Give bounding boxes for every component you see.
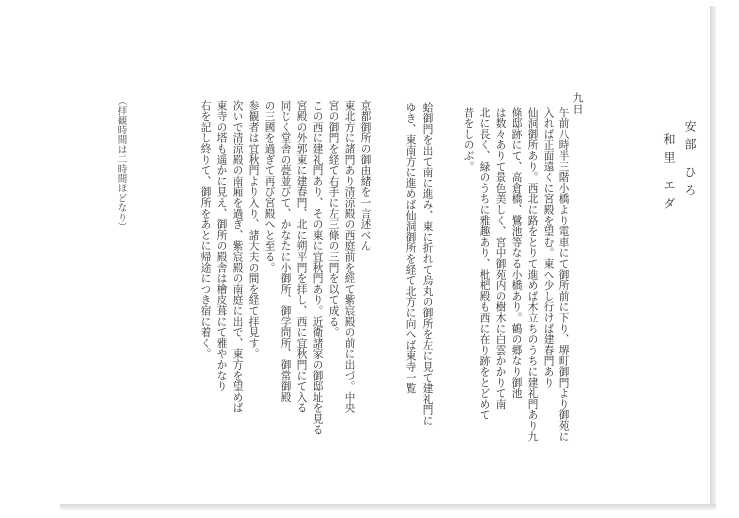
text-column: ゆき、東南方に進めば仙洞御所を経て北方に向へば東寺一覧 — [404, 102, 417, 394]
date-heading: 九日 — [571, 92, 584, 115]
footnote: （拝観時間は二時間ほどなり） — [115, 96, 127, 232]
text-column: この西に建礼門あり、その東に宜秋門あり。近衛諸家の御邸址を見る — [311, 100, 324, 435]
text-column: 宮の御門を経て右手に左三條の三門を以て成る。 — [327, 100, 340, 338]
author-name: 和里 エダ — [662, 133, 676, 215]
text-column: の三國を過ぎて再び宮殿へと至る。 — [263, 100, 276, 273]
text-column: 右を記し終りて、御所をあとに帰途につき宿に着く。 — [199, 100, 212, 360]
text-column: 次いで清涼殿の南廂を過ぎ、紫宸殿の南庭に出で、東方を望めば — [231, 100, 244, 414]
text-column: 宮殿の外郭東に建春門、北に朔平門を拝し、西に宜秋門にて入る — [295, 100, 308, 414]
text-column: 入れば正面遠くに宮殿を望む。東へ少し行けば建春門あり — [542, 107, 555, 388]
text-column: は数々ありて景色美しく、宮中御苑内の樹木に白雲かかりて南 — [494, 107, 507, 410]
text-column: 東寺の塔も遥かに見え、御所の殿舎は檜皮葺にて雅やかなり — [215, 100, 228, 392]
text-column: 京都御所の御由緒を一言述べん — [359, 100, 372, 252]
text-column: 午前八時半三階小橋より電車にて御所前に下り、堺町御門より御苑に — [557, 107, 570, 442]
text-column: 條邸跡にて、高倉橋、鷺池等なる小橋あり。鶴の郷なり御池 — [510, 107, 523, 399]
text-column: 昔をしのぶ。 — [462, 107, 475, 172]
page-bottom-shadow — [60, 504, 716, 510]
text-column: 参観者は宜秋門より入り、諸大夫の間を経て拝見す。 — [247, 100, 260, 360]
text-column: 北に長く、緑のうちに雅趣あり、枇杷殿も西に在り跡をとどめて — [478, 107, 491, 421]
text-column: 東北方に諸門あり清涼殿の西庭前を經て紫宸殿の前に出づ。中央 — [343, 100, 356, 414]
author-name: 安部 ひろ — [683, 120, 697, 202]
text-column: 蛤御門を出て南に進み、東に折れて烏丸の御所を左に見て建礼門に — [421, 102, 434, 426]
text-column: 同じく堂舎の甍並びて、かなたに小御所、御学問所、御常御殿 — [279, 100, 292, 403]
page-edge-shadow — [710, 6, 716, 504]
text-column: 仙洞御所あり。西北に路をとりて進めば木立ちのうちに建礼門あり九 — [526, 107, 539, 442]
